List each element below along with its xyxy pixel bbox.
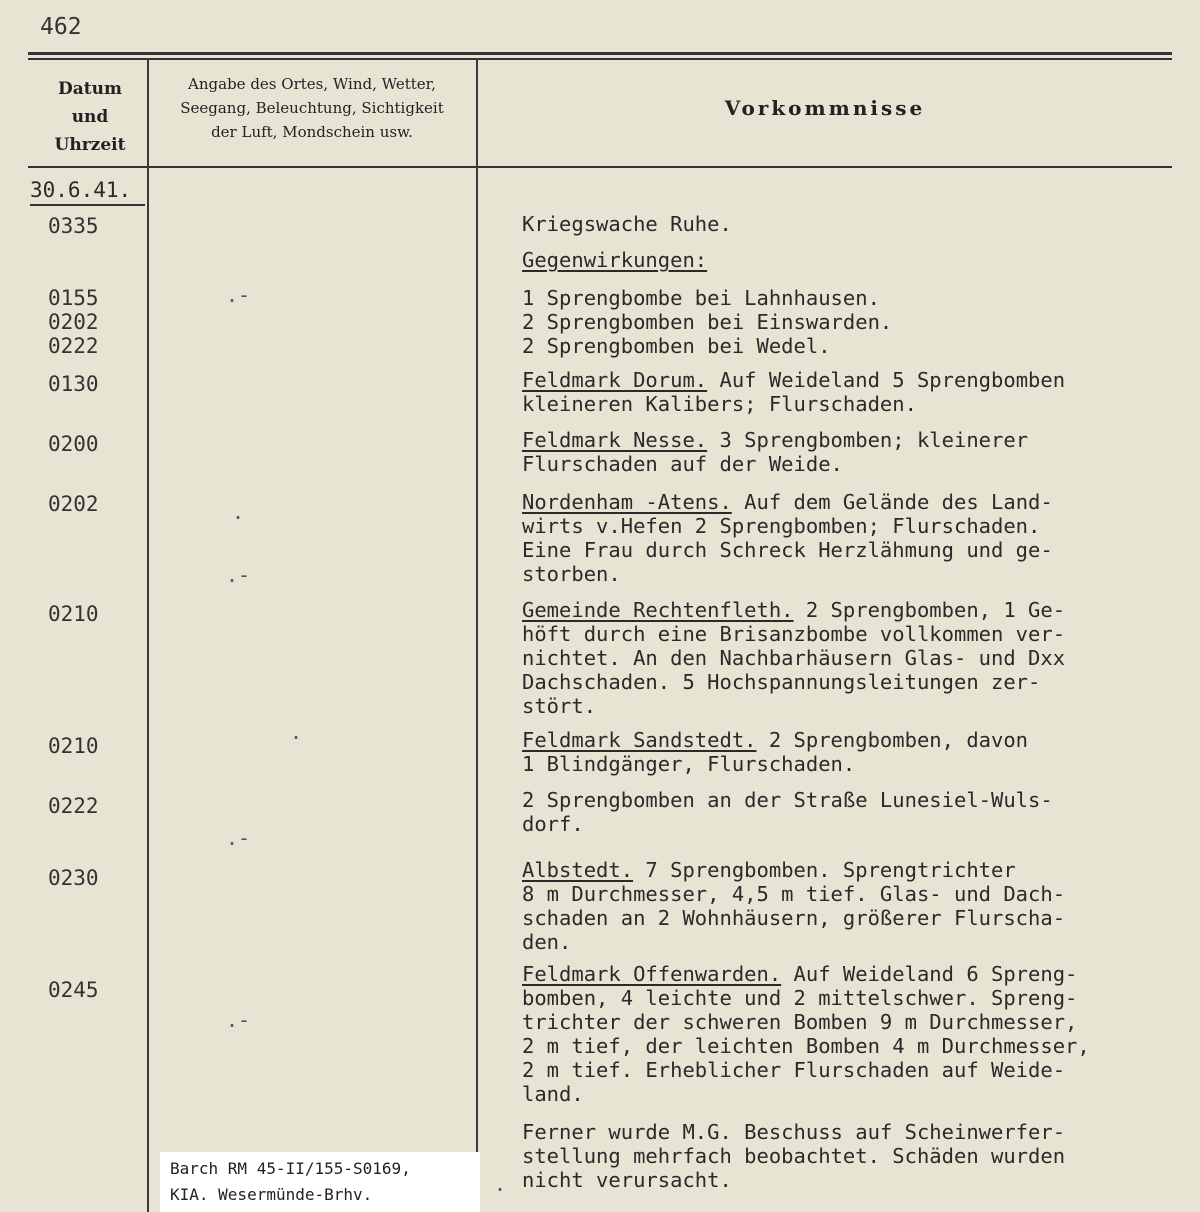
time-0200: 0200 (48, 432, 99, 456)
event-text (522, 310, 1172, 334)
column-divider-location (476, 58, 478, 1212)
header-location (152, 72, 472, 144)
time-0210: 0210 (48, 602, 99, 626)
event-heading: Nordenham -Atens. (522, 490, 732, 514)
header-location-line: der Luft, Mondschein usw. (211, 123, 413, 141)
location-mark: . (494, 1172, 507, 1196)
event-body: 7 Sprengbomben. Sprengtrichter 8 m Durchmesser, 4,5 m tief. Glas- und Dach- schaden an 2 Wohnhäusern, größerer Flurscha- den. (522, 858, 1066, 954)
top-rule (28, 52, 1172, 55)
event-body: 3 Sprengbomben; kleinerer Flurschaden auf der Weide. (522, 428, 1029, 476)
event-text (522, 334, 1172, 358)
event-heading: Feldmark Offenwarden. (522, 962, 782, 986)
event-body: 2 Sprengbomben bei Einswarden. (522, 310, 893, 334)
header-location-line: Angabe des Ortes, Wind, Wetter, (188, 75, 436, 93)
event-heading: Gegenwirkungen: (522, 248, 708, 272)
event-body: 1 Sprengbombe bei Lahnhausen. (522, 286, 880, 310)
event-body: Auf Weideland 5 Sprengbomben kleineren Kalibers; Flurschaden. (522, 368, 1066, 416)
time-0245: 0245 (48, 978, 99, 1002)
archive-caption (160, 1152, 480, 1212)
event-body: 2 Sprengbomben bei Wedel. (522, 334, 831, 358)
time-0230: 0230 (48, 866, 99, 890)
location-mark: .- (226, 1008, 251, 1032)
header-date-line: Datum (58, 79, 122, 99)
event-heading: Gemeinde Rechtenfleth. (522, 598, 794, 622)
page-number: 462 (40, 14, 82, 40)
header-location-line: Seegang, Beleuchtung, Sichtigkeit (180, 99, 444, 117)
event-text (522, 286, 1172, 310)
time-0130: 0130 (48, 372, 99, 396)
event-body: 2 Sprengbomben an der Straße Lunesiel-Wuls- dorf. (522, 788, 1053, 836)
location-mark: . (232, 500, 245, 524)
event-text (522, 368, 1172, 416)
event-text (522, 248, 1172, 272)
time-0155: 0155 (48, 286, 99, 310)
event-text (522, 788, 1172, 836)
header-date-time (40, 75, 140, 159)
event-heading: Feldmark Nesse. (522, 428, 708, 452)
event-body: 2 Sprengbomben, davon 1 Blindgänger, Flurschaden. (522, 728, 1029, 776)
location-mark: .- (226, 563, 251, 587)
event-text (522, 728, 1172, 776)
event-body: Ferner wurde M.G. Beschuss auf Scheinwerfer- stellung mehrfach beobachtet. Schäden wurden nicht verursacht. (522, 1120, 1066, 1192)
time-0202: 0202 (48, 492, 99, 516)
header-date-line: Uhrzeit (54, 135, 126, 155)
time-0202: 0202 (48, 310, 99, 334)
event-text (522, 490, 1172, 586)
header-bottom-rule (28, 166, 1172, 168)
header-date-line: und (71, 107, 109, 127)
event-text (522, 962, 1172, 1106)
location-mark: .- (226, 826, 251, 850)
time-0335: 0335 (48, 214, 99, 238)
time-0222: 0222 (48, 334, 99, 358)
event-body: 2 Sprengbomben, 1 Ge- höft durch eine Brisanzbombe vollkommen ver- nichtet. An den Nachbarhäusern Glas- und Dxx Dachschaden. 5 Hochspannungsleitungen zer- stört. (522, 598, 1066, 718)
event-text (522, 428, 1172, 476)
location-mark: .- (226, 283, 251, 307)
event-text (522, 598, 1172, 718)
time-0210: 0210 (48, 734, 99, 758)
location-mark: . (290, 720, 303, 744)
entry-date: 30.6.41. (30, 178, 145, 206)
time-0222: 0222 (48, 794, 99, 818)
event-heading: Feldmark Sandstedt. (522, 728, 757, 752)
caption-line: KIA. Wesermünde-Brhv. (170, 1185, 373, 1204)
event-heading: Feldmark Dorum. (522, 368, 708, 392)
event-body: Auf Weideland 6 Spreng- bomben, 4 leichte und 2 mittelschwer. Spreng- trichter der schweren Bomben 9 m Durchmesser, 2 m tief, der leichten Bomben 4 m Durchmesser, 2 m tief. Erheblicher Flurschaden auf Weide- land. (522, 962, 1090, 1106)
event-text (522, 858, 1172, 954)
event-heading: Albstedt. (522, 858, 634, 882)
table-top-rule (28, 58, 1172, 60)
event-body: Auf dem Gelände des Land- wirts v.Hefen 2 Sprengbomben; Flurschaden. Eine Frau durch Schreck Herzlähmung und ge- storben. (522, 490, 1053, 586)
column-divider-date (147, 58, 149, 1212)
event-text (522, 212, 1172, 236)
event-body: Kriegswache Ruhe. (522, 212, 732, 236)
header-events: Vorkommnisse (724, 96, 926, 120)
event-text (522, 1120, 1172, 1192)
caption-line: Barch RM 45-II/155-S0169, (170, 1159, 411, 1178)
